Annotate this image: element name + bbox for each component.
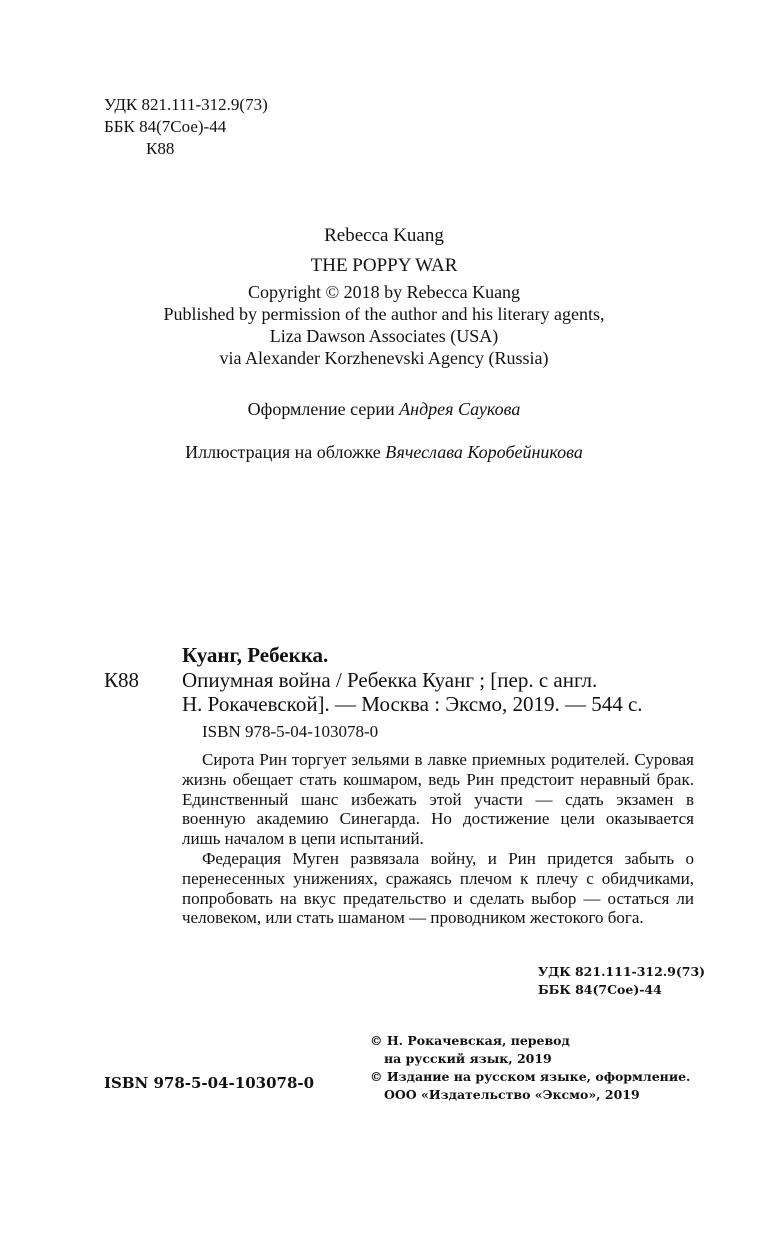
- bibliographic-author: Куанг, Ребекка.: [182, 643, 329, 667]
- annotation-paragraph: Федерация Муген развязала войну, и Рин придется забыть о перенесенных унижениях, сражаясь плечом к плечу с обидчиками, попробовать на вкус предательство и сделать выбор — остаться ли человеком, или стать шаманом — проводником жестокого бога.: [182, 848, 694, 928]
- series-design-credit: [0, 398, 768, 421]
- copyright-line: ООО «Издательство «Эксмо», 2019: [384, 1087, 640, 1102]
- bibliographic-line: Опиумная война / Ребекка Куанг ; [пер. с англ.: [182, 668, 598, 692]
- permission-line: Published by permission of the author and his literary agents,: [163, 304, 605, 324]
- annotation: [182, 750, 694, 928]
- footer-bbk: ББК 84(7Сое)-44: [538, 982, 662, 997]
- copyright-line: © Издание на русском языке, оформление.: [370, 1069, 691, 1084]
- permission-line: Liza Dawson Associates (USA): [269, 326, 499, 346]
- original-author: Rebecca Kuang: [324, 225, 444, 246]
- copyright-line: Copyright © 2018 by Rebecca Kuang: [247, 282, 521, 302]
- original-title: THE POPPY WAR: [310, 255, 458, 276]
- series-designer: Андрея Саукова: [399, 399, 521, 419]
- bibliographic-record: [182, 668, 643, 716]
- cover-illustration-credit: [0, 441, 768, 464]
- cover-illustrator: Вячеслава Коробейникова: [385, 442, 583, 462]
- footer-udk: УДК 821.111-312.9(73): [538, 964, 706, 979]
- bbk-code: ББК 84(7Сое)-44: [104, 117, 227, 136]
- isbn-record: ISBN 978-5-04-103078-0: [202, 722, 379, 741]
- cover-label: Иллюстрация на обложке: [185, 442, 381, 462]
- annotation-paragraph: Сирота Рин торгует зельями в лавке приемных родителей. Суровая жизнь обещает стать кошмаром, ведь Рин предстоит неравный брак. Единственный шанс избежать этой участи — сдать экзамен в военную академию Синегарда. Но достижение цели оказывается лишь началом в цепи испытаний.: [182, 750, 694, 849]
- udk-code: УДК 821.111-312.9(73): [104, 95, 268, 114]
- copyright-line: на русский язык, 2019: [384, 1051, 552, 1066]
- permission-line: via Alexander Korzhenevski Agency (Russia): [219, 348, 549, 368]
- copyright-line: © Н. Рокачевская, перевод: [370, 1033, 570, 1048]
- footer-isbn: ISBN 978-5-04-103078-0: [104, 1074, 315, 1092]
- author-sign: К88: [146, 139, 175, 158]
- publisher-copyright: [370, 1032, 710, 1104]
- bibliographic-sign: К88: [104, 668, 140, 692]
- bibliographic-line: Н. Рокачевской]. — Москва : Эксмо, 2019. — 544 с.: [182, 692, 643, 716]
- series-label: Оформление серии: [247, 399, 395, 419]
